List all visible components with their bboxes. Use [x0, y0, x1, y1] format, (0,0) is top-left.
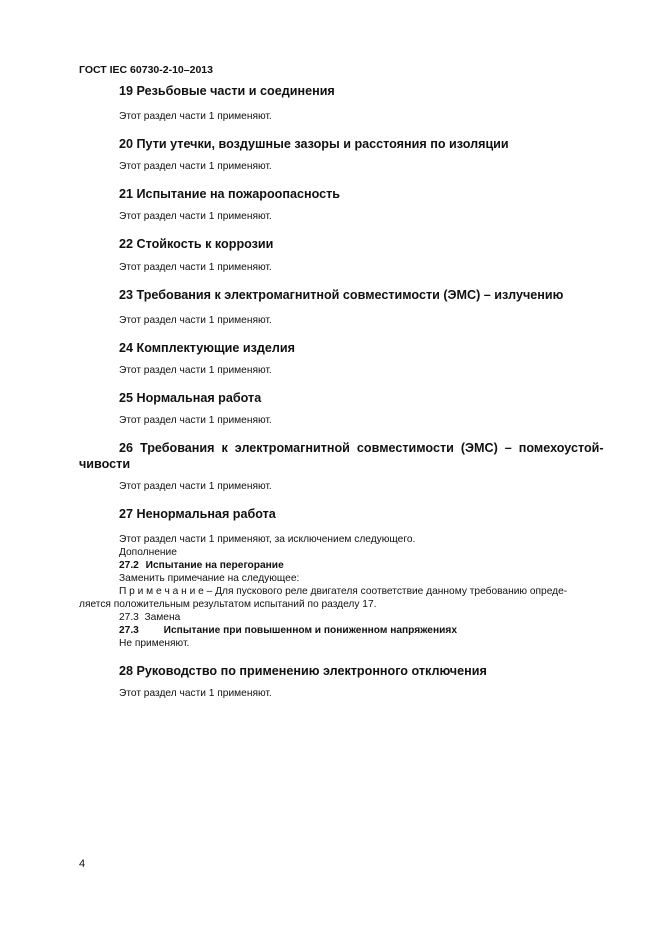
item-27-3-number: 27.3	[119, 625, 139, 636]
replacement-label: 27.3 Замена	[119, 612, 181, 623]
section-28-title: 28 Руководство по применению электронного отключения	[119, 664, 487, 678]
section-22-text: Этот раздел части 1 применяют.	[119, 262, 272, 273]
section-23-title: 23 Требования к электромагнитной совместимости (ЭМС) – излучению	[119, 288, 564, 302]
section-21-text: Этот раздел части 1 применяют.	[119, 211, 272, 222]
section-24-title: 24 Комплектующие изделия	[119, 341, 295, 355]
section-27-title: 27 Ненормальная работа	[119, 507, 276, 521]
section-26-title-line1: 26 Требования к электромагнитной совместимости (ЭМС) – помехоустой-	[119, 441, 604, 455]
item-27-2-title: Испытание на перегорание	[145, 560, 284, 571]
section-22-title: 22 Стойкость к коррозии	[119, 237, 274, 251]
section-28-text: Этот раздел части 1 применяют.	[119, 688, 272, 699]
section-27-intro: Этот раздел части 1 применяют, за исключением следующего.	[119, 534, 416, 545]
section-20-title: 20 Пути утечки, воздушные зазоры и расстояния по изоляции	[119, 137, 509, 151]
replace-note-instruction: Заменить примечание на следующее:	[119, 573, 300, 584]
item-27-2-heading	[119, 560, 284, 571]
note-line-2: ляется положительным результатом испытаний по разделу 17.	[79, 599, 377, 610]
note-line-1: П р и м е ч а н и е – Для пускового реле двигателя соответствие данному требованию опреде-	[119, 586, 568, 597]
item-27-2-number: 27.2	[119, 560, 139, 571]
section-19-text: Этот раздел части 1 применяют.	[119, 111, 272, 122]
document-header: ГОСТ IEC 60730-2-10–2013	[79, 64, 213, 76]
section-25-text: Этот раздел части 1 применяют.	[119, 415, 272, 426]
section-19-title: 19 Резьбовые части и соединения	[119, 84, 335, 98]
section-27-addition: Дополнение	[119, 547, 177, 558]
section-25-title: 25 Нормальная работа	[119, 391, 262, 405]
page-number: 4	[79, 858, 86, 870]
section-26-title-line2: чивости	[79, 457, 131, 471]
section-20-text: Этот раздел части 1 применяют.	[119, 161, 272, 172]
section-23-text: Этот раздел части 1 применяют.	[119, 315, 272, 326]
item-27-3-title: Испытание при повышенном и пониженном напряжениях	[163, 625, 457, 636]
section-26-text: Этот раздел части 1 применяют.	[119, 481, 272, 492]
section-24-text: Этот раздел части 1 применяют.	[119, 365, 272, 376]
section-21-title: 21 Испытание на пожароопасность	[119, 187, 341, 201]
item-27-3-heading	[119, 625, 457, 636]
not-applied-text: Не применяют.	[119, 638, 190, 649]
